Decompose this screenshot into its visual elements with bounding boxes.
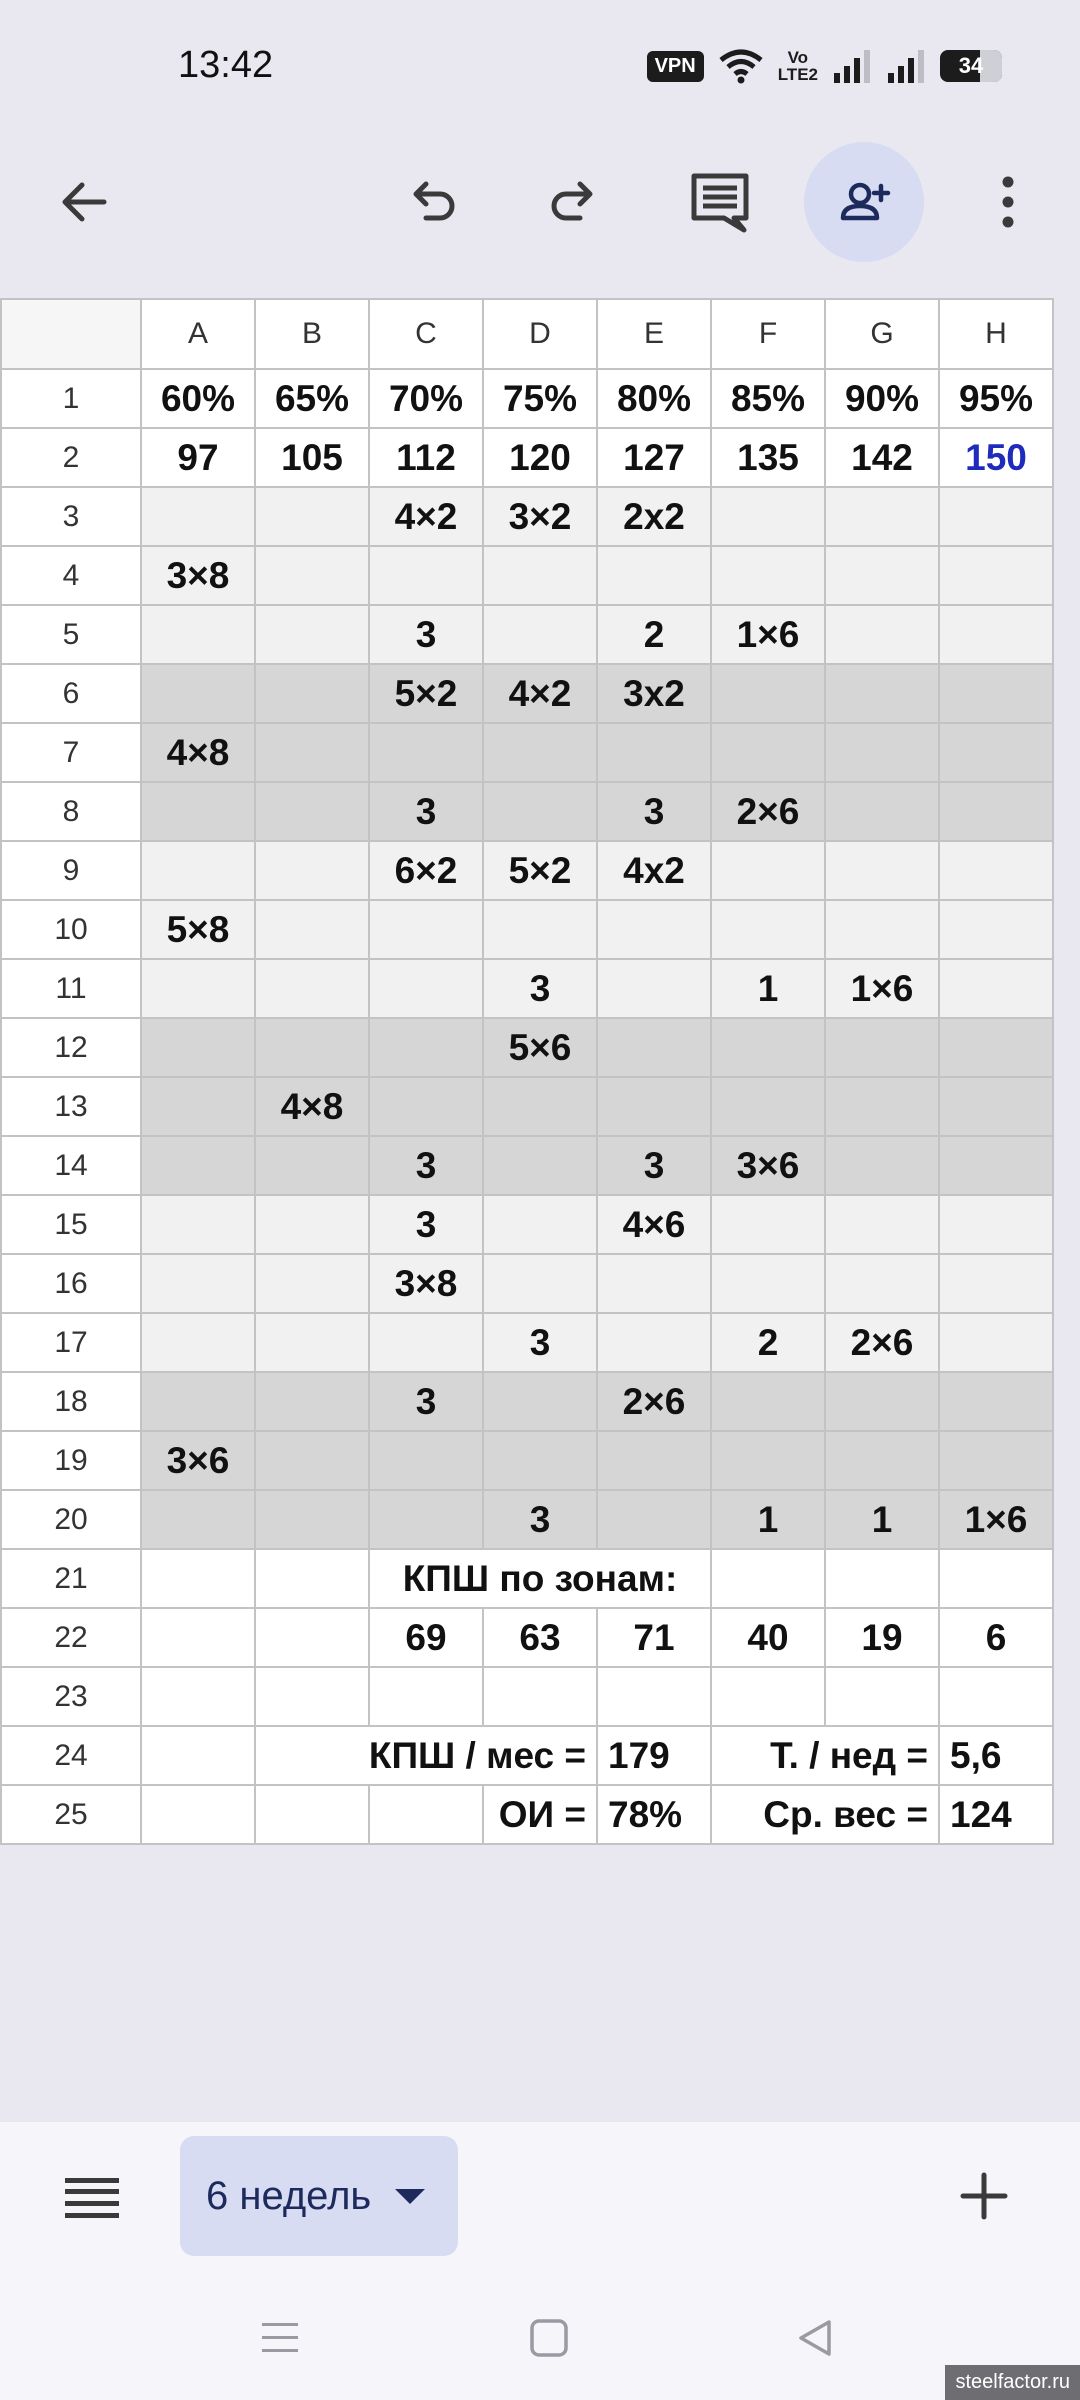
cell[interactable]: 5×6 [483,1018,597,1077]
cell[interactable] [825,1136,939,1195]
cell[interactable] [369,1018,483,1077]
row-header[interactable]: 25 [1,1785,141,1844]
cell[interactable] [825,1372,939,1431]
battery-icon [940,50,1002,82]
system-nav-bar [0,2272,1080,2400]
table-row [1,1195,1053,1254]
cell[interactable]: 2x2 [597,487,711,546]
cell[interactable] [255,782,369,841]
cell[interactable] [141,1490,255,1549]
row-header[interactable]: 20 [1,1490,141,1549]
cell[interactable] [369,900,483,959]
cell[interactable] [141,1372,255,1431]
cell[interactable]: 2 [597,605,711,664]
cell[interactable]: 135 [711,428,825,487]
table-row [1,664,1053,723]
cell[interactable]: 5×8 [141,900,255,959]
row-header[interactable]: 15 [1,1195,141,1254]
back-triangle-icon [795,2318,835,2358]
table-row [1,1726,1053,1785]
cell[interactable] [711,1667,825,1726]
cell[interactable] [825,1549,939,1608]
cell[interactable] [939,723,1053,782]
cell[interactable] [369,1077,483,1136]
cell[interactable]: 4×2 [483,664,597,723]
table-row [1,1254,1053,1313]
cell[interactable] [939,1018,1053,1077]
sheet-tab-label: 6 недель [206,2173,372,2218]
cell[interactable] [255,546,369,605]
plus-icon [960,2172,1008,2220]
cell[interactable] [939,1372,1053,1431]
cell[interactable]: 2×6 [825,1313,939,1372]
cell[interactable] [141,959,255,1018]
cell[interactable]: 2×6 [711,782,825,841]
cell[interactable] [483,1431,597,1490]
cell[interactable] [141,1313,255,1372]
cell[interactable] [597,1431,711,1490]
cell[interactable] [369,1431,483,1490]
volte-icon [778,49,818,83]
cell[interactable] [939,782,1053,841]
cell[interactable] [711,841,825,900]
cell[interactable] [825,1254,939,1313]
cell[interactable] [255,1313,369,1372]
volte-top: Vo [787,48,809,67]
table-row [1,1136,1053,1195]
row-header[interactable]: 13 [1,1077,141,1136]
cell[interactable]: 4×6 [597,1195,711,1254]
cell[interactable] [825,1077,939,1136]
row-header[interactable]: 16 [1,1254,141,1313]
row-header[interactable]: 23 [1,1667,141,1726]
table-row [1,1313,1053,1372]
cell[interactable] [255,723,369,782]
back-button[interactable] [34,152,134,252]
cell[interactable] [483,1254,597,1313]
cell[interactable] [711,1018,825,1077]
cell[interactable] [825,605,939,664]
intensity-value[interactable]: 78% [597,1785,711,1844]
cell[interactable] [369,959,483,1018]
cell[interactable]: 127 [597,428,711,487]
cell[interactable] [711,1549,825,1608]
cell[interactable] [597,900,711,959]
column-header-row [1,299,1053,369]
cell[interactable]: 95% [939,369,1053,428]
table-row [1,1608,1053,1667]
row-header[interactable]: 10 [1,900,141,959]
sheets-toolbar [0,140,1080,300]
cell[interactable]: 4×8 [141,723,255,782]
monthly-lifts-label[interactable]: КПШ / мес = [255,1726,597,1785]
cell[interactable]: 63 [483,1608,597,1667]
cell[interactable] [825,1018,939,1077]
row-header[interactable]: 7 [1,723,141,782]
cell[interactable] [369,546,483,605]
home-square-icon [529,2318,569,2358]
cell[interactable] [483,1667,597,1726]
cell[interactable] [939,546,1053,605]
cell[interactable]: 3 [597,782,711,841]
cell[interactable] [141,1254,255,1313]
table-row [1,1431,1053,1490]
average-weight-value[interactable]: 124 [939,1785,1053,1844]
undo-icon [404,174,460,230]
table-row [1,1372,1053,1431]
cell[interactable] [141,1667,255,1726]
cell[interactable] [939,664,1053,723]
cell[interactable] [825,546,939,605]
cell[interactable] [711,1254,825,1313]
cell[interactable]: 2 [711,1313,825,1372]
cell[interactable]: 3×6 [141,1431,255,1490]
cell[interactable] [711,1372,825,1431]
cell[interactable] [141,1785,255,1844]
cell[interactable] [255,1431,369,1490]
row-header[interactable]: 19 [1,1431,141,1490]
cell[interactable] [825,782,939,841]
cell[interactable] [711,900,825,959]
cell[interactable] [939,1549,1053,1608]
cell[interactable]: 97 [141,428,255,487]
table-row [1,1018,1053,1077]
cell[interactable]: 80% [597,369,711,428]
row-header[interactable]: 4 [1,546,141,605]
row-header[interactable]: 2 [1,428,141,487]
cell[interactable] [939,1195,1053,1254]
cell[interactable] [255,900,369,959]
cell[interactable] [939,1431,1053,1490]
cell[interactable]: 5×2 [369,664,483,723]
column-header-c[interactable]: C [369,299,483,369]
cell[interactable] [939,1077,1053,1136]
cell[interactable]: 3×2 [483,487,597,546]
cell[interactable] [141,1195,255,1254]
intensity-label[interactable]: ОИ = [483,1785,597,1844]
comments-button[interactable] [670,152,770,252]
row-header[interactable]: 18 [1,1372,141,1431]
cell[interactable] [939,1313,1053,1372]
cell[interactable]: 69 [369,1608,483,1667]
cell[interactable]: 1 [711,1490,825,1549]
more-options-button[interactable] [958,152,1058,252]
signal-icon-1 [832,49,872,83]
cell[interactable] [939,959,1053,1018]
cell[interactable]: 1×6 [825,959,939,1018]
cell[interactable] [255,1608,369,1667]
table-row [1,428,1053,487]
cell[interactable] [141,841,255,900]
comment-icon [688,170,752,234]
column-header-h[interactable]: H [939,299,1053,369]
cell[interactable] [597,1077,711,1136]
cell[interactable] [255,1018,369,1077]
cell[interactable] [255,1254,369,1313]
cell[interactable] [939,605,1053,664]
status-bar [0,0,1080,140]
cell[interactable] [141,487,255,546]
cell[interactable]: 1 [825,1490,939,1549]
table-row [1,1077,1053,1136]
battery-level: 34 [958,53,984,78]
cell[interactable] [711,1195,825,1254]
row-header[interactable]: 5 [1,605,141,664]
cell[interactable] [255,1549,369,1608]
spreadsheet-grid[interactable] [0,298,1054,1845]
cell[interactable] [597,1018,711,1077]
cell[interactable] [483,1136,597,1195]
row-header[interactable]: 24 [1,1726,141,1785]
cell[interactable] [939,1254,1053,1313]
wifi-icon [718,48,764,84]
cell[interactable] [711,487,825,546]
column-header-f[interactable]: F [711,299,825,369]
cell[interactable] [255,487,369,546]
table-row [1,1549,1053,1608]
cell[interactable]: 60% [141,369,255,428]
back-nav-button[interactable] [785,2308,845,2368]
cell[interactable]: 4×8 [255,1077,369,1136]
cell[interactable]: 105 [255,428,369,487]
cell[interactable] [369,1785,483,1844]
table-row [1,546,1053,605]
cell[interactable] [141,1549,255,1608]
cell[interactable] [939,841,1053,900]
cell[interactable] [825,664,939,723]
cell[interactable]: 85% [711,369,825,428]
cell[interactable] [597,1490,711,1549]
cell[interactable] [597,546,711,605]
table-row [1,1785,1053,1844]
cell[interactable]: 4x2 [597,841,711,900]
cell[interactable] [939,1667,1053,1726]
more-vert-icon [996,172,1020,232]
cell[interactable]: 3 [369,1195,483,1254]
cell[interactable] [369,723,483,782]
cell[interactable] [939,900,1053,959]
cell[interactable] [141,1018,255,1077]
cell[interactable] [483,723,597,782]
cell[interactable] [825,1195,939,1254]
cell[interactable]: 3x2 [597,664,711,723]
cell[interactable] [825,841,939,900]
row-header[interactable]: 11 [1,959,141,1018]
table-row [1,605,1053,664]
back-arrow-icon [56,174,112,230]
cell[interactable]: 3 [369,1136,483,1195]
undo-button[interactable] [382,152,482,252]
menu-lines-icon [260,2320,300,2356]
watermark: steelfactor.ru [945,2365,1080,2400]
cell[interactable] [711,1431,825,1490]
cell[interactable] [825,723,939,782]
row-header[interactable]: 3 [1,487,141,546]
cell[interactable] [597,1254,711,1313]
cell[interactable]: 150 [939,428,1053,487]
sheet-tab-active[interactable] [180,2136,458,2256]
cell[interactable] [141,1608,255,1667]
cell[interactable] [483,1195,597,1254]
cell[interactable]: 1×6 [711,605,825,664]
cell[interactable]: 75% [483,369,597,428]
cell[interactable]: 3 [483,959,597,1018]
row-header[interactable]: 17 [1,1313,141,1372]
row-header[interactable]: 12 [1,1018,141,1077]
tonnage-per-week-label[interactable]: Т. / нед = [711,1726,939,1785]
add-person-icon [834,172,894,232]
cell[interactable] [483,1372,597,1431]
cell[interactable] [825,1667,939,1726]
cell[interactable]: 3×8 [369,1254,483,1313]
cell[interactable]: 3 [369,782,483,841]
cell[interactable] [141,1726,255,1785]
cell[interactable] [141,782,255,841]
cell[interactable] [483,782,597,841]
cell[interactable] [255,1490,369,1549]
sheet-tabs-bar [0,2122,1080,2272]
row-header[interactable]: 1 [1,369,141,428]
cell[interactable] [825,487,939,546]
cell[interactable]: 71 [597,1608,711,1667]
cell[interactable]: 3 [369,1372,483,1431]
home-button[interactable] [519,2308,579,2368]
status-icons [647,48,1002,84]
select-all-corner[interactable] [1,299,141,369]
cell[interactable]: 3 [483,1490,597,1549]
row-header[interactable]: 6 [1,664,141,723]
add-sheet-button[interactable] [948,2160,1020,2232]
sheet-list-icon [65,2178,119,2218]
table-row [1,841,1053,900]
status-time: 13:42 [178,44,274,86]
cell[interactable]: 5×2 [483,841,597,900]
column-header-b[interactable]: B [255,299,369,369]
redo-button[interactable] [524,152,624,252]
column-header-g[interactable]: G [825,299,939,369]
cell[interactable]: 70% [369,369,483,428]
all-sheets-button[interactable] [62,2168,122,2228]
cell[interactable] [939,1136,1053,1195]
cell[interactable] [369,1490,483,1549]
cell[interactable]: 112 [369,428,483,487]
cell[interactable] [141,605,255,664]
column-header-a[interactable]: A [141,299,255,369]
recent-apps-button[interactable] [250,2308,310,2368]
row-header[interactable]: 9 [1,841,141,900]
table-row [1,782,1053,841]
cell[interactable] [255,1136,369,1195]
cell[interactable] [255,1372,369,1431]
cell[interactable] [255,841,369,900]
cell[interactable] [255,1785,369,1844]
row-header[interactable]: 8 [1,782,141,841]
cell[interactable] [255,1667,369,1726]
row-header[interactable]: 21 [1,1549,141,1608]
cell[interactable] [597,959,711,1018]
cell[interactable]: 6 [939,1608,1053,1667]
table-row [1,1667,1053,1726]
cell[interactable]: 2×6 [597,1372,711,1431]
cell[interactable]: 3 [369,605,483,664]
table-row [1,1490,1053,1549]
cell[interactable]: 6×2 [369,841,483,900]
cell[interactable]: 1×6 [939,1490,1053,1549]
vpn-icon: VPN [647,51,704,82]
cell[interactable] [141,1136,255,1195]
cell[interactable]: 3 [483,1313,597,1372]
cell[interactable] [255,664,369,723]
cell[interactable] [255,605,369,664]
cell[interactable] [597,723,711,782]
zone-summary-label[interactable]: КПШ по зонам: [369,1549,711,1608]
cell[interactable] [711,723,825,782]
cell[interactable]: 4×2 [369,487,483,546]
table-row [1,487,1053,546]
cell[interactable] [255,1195,369,1254]
table-row [1,900,1053,959]
cell[interactable] [939,487,1053,546]
redo-icon [546,174,602,230]
cell[interactable]: 3 [597,1136,711,1195]
row-header[interactable]: 22 [1,1608,141,1667]
cell[interactable]: 40 [711,1608,825,1667]
cell[interactable] [483,605,597,664]
cell[interactable]: 142 [825,428,939,487]
cell[interactable] [711,546,825,605]
cell[interactable] [483,546,597,605]
average-weight-label[interactable]: Ср. вес = [711,1785,939,1844]
cell[interactable]: 3×6 [711,1136,825,1195]
row-header[interactable]: 14 [1,1136,141,1195]
cell[interactable] [369,1313,483,1372]
monthly-lifts-value[interactable]: 179 [597,1726,711,1785]
cell[interactable] [141,1077,255,1136]
cell[interactable]: 19 [825,1608,939,1667]
cell[interactable]: 90% [825,369,939,428]
column-header-d[interactable]: D [483,299,597,369]
cell[interactable]: 65% [255,369,369,428]
cell[interactable] [141,664,255,723]
table-row [1,723,1053,782]
cell[interactable] [597,1667,711,1726]
caret-down-icon [395,2189,425,2204]
cell[interactable] [255,959,369,1018]
cell[interactable] [711,1077,825,1136]
cell[interactable]: 1 [711,959,825,1018]
cell[interactable] [825,1431,939,1490]
tonnage-per-week-value[interactable]: 5,6 [939,1726,1053,1785]
cell[interactable]: 3×8 [141,546,255,605]
table-row [1,959,1053,1018]
cell[interactable] [483,1077,597,1136]
cell[interactable] [825,900,939,959]
cell[interactable] [711,664,825,723]
cell[interactable] [369,1667,483,1726]
column-header-e[interactable]: E [597,299,711,369]
share-button[interactable] [804,142,924,262]
cell[interactable] [597,1313,711,1372]
table-row [1,369,1053,428]
signal-icon-2 [886,49,926,83]
cell[interactable]: 120 [483,428,597,487]
cell[interactable] [483,900,597,959]
volte-bottom: LTE2 [777,65,818,84]
